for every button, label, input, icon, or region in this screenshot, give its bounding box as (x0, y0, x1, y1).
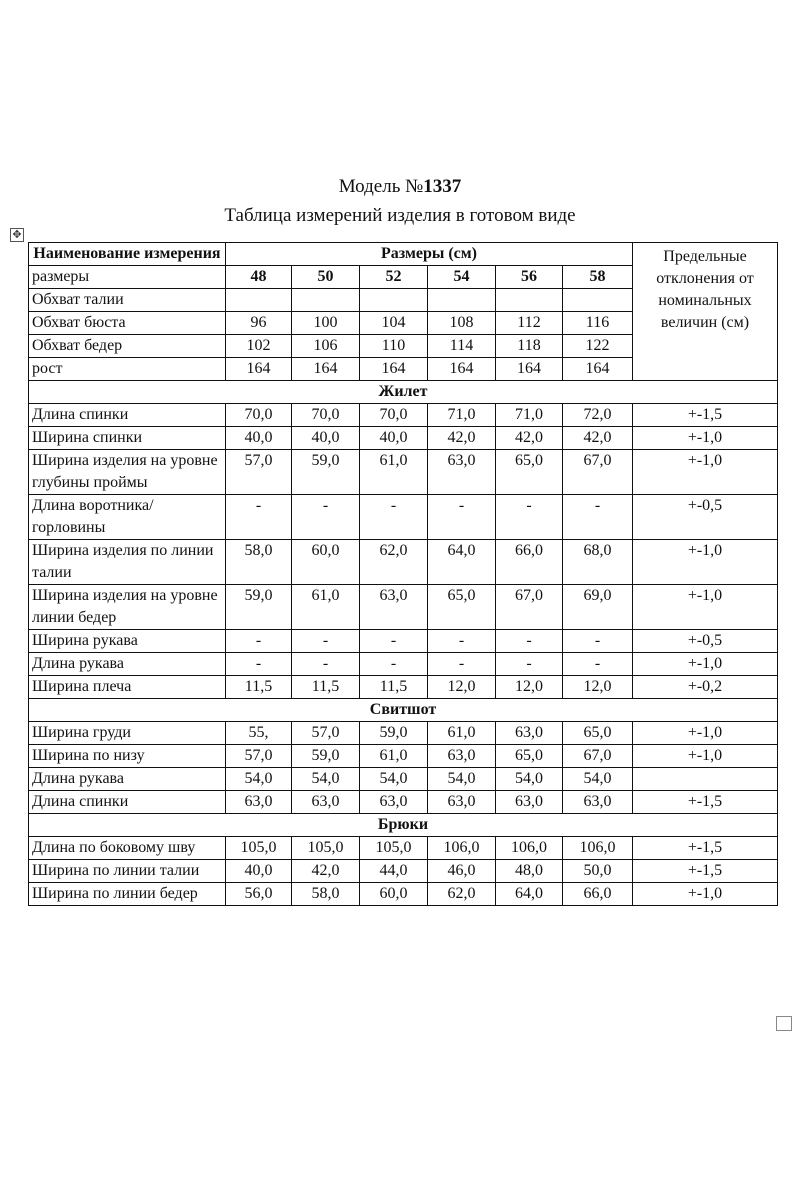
measurement-value: - (428, 630, 496, 653)
measurement-value: 118 (496, 335, 563, 358)
table-row (29, 540, 778, 585)
measurement-value: 42,0 (496, 427, 563, 450)
measurement-name: Длина спинки (29, 791, 226, 814)
tolerance-value: +-1,5 (633, 837, 778, 860)
measurement-name: Ширина рукава (29, 630, 226, 653)
measurement-value: 64,0 (428, 540, 496, 585)
measurement-value: 164 (496, 358, 563, 381)
measurement-value: 106,0 (428, 837, 496, 860)
measurement-value: 164 (428, 358, 496, 381)
measurement-value: 96 (226, 312, 292, 335)
measurement-value: 44,0 (360, 860, 428, 883)
measurement-value: 46,0 (428, 860, 496, 883)
measurement-value: 63,0 (563, 791, 633, 814)
measurement-name: Ширина по низу (29, 745, 226, 768)
size-cell: 50 (292, 266, 360, 289)
measurement-value: 55, (226, 722, 292, 745)
tolerance-value: +-0,5 (633, 630, 778, 653)
tolerance-value: +-0,2 (633, 676, 778, 699)
measurement-value: 12,0 (428, 676, 496, 699)
tolerance-value: +-1,0 (633, 540, 778, 585)
measurement-value: 12,0 (563, 676, 633, 699)
measurement-value: 69,0 (563, 585, 633, 630)
measurement-value: 54,0 (226, 768, 292, 791)
measurement-value: 61,0 (360, 450, 428, 495)
measurement-value: 63,0 (292, 791, 360, 814)
measurement-name: Ширина груди (29, 722, 226, 745)
measurement-value: 59,0 (360, 722, 428, 745)
measurement-value: 106,0 (496, 837, 563, 860)
measurement-value (428, 289, 496, 312)
measurement-name: Ширина изделия на уровне линии бедер (29, 585, 226, 630)
measurement-value: 65,0 (496, 745, 563, 768)
section-row (29, 381, 778, 404)
table-row (29, 791, 778, 814)
measurement-value: 58,0 (226, 540, 292, 585)
measurement-name: Обхват бедер (29, 335, 226, 358)
size-cell: 54 (428, 266, 496, 289)
tolerance-value: +-0,5 (633, 495, 778, 540)
tolerance-value: +-1,5 (633, 791, 778, 814)
measurement-value: - (360, 630, 428, 653)
table-row (29, 883, 778, 906)
tolerance-column-header: Предельные отклонения от номинальных величин (см) (633, 243, 778, 381)
measurement-value: - (428, 495, 496, 540)
measurement-name: Обхват талии (29, 289, 226, 312)
tolerance-value: +-1,5 (633, 860, 778, 883)
measurement-value: 65,0 (563, 722, 633, 745)
measurement-value: 42,0 (428, 427, 496, 450)
tolerance-value: +-1,0 (633, 427, 778, 450)
measurement-value: 114 (428, 335, 496, 358)
measurement-value: - (563, 630, 633, 653)
measurement-value: 48,0 (496, 860, 563, 883)
measurement-value: 62,0 (360, 540, 428, 585)
measurement-value: 68,0 (563, 540, 633, 585)
measurement-value: 63,0 (496, 722, 563, 745)
measurement-value: - (428, 653, 496, 676)
measurement-value: 57,0 (292, 722, 360, 745)
measurement-value: - (563, 653, 633, 676)
measurement-value: 116 (563, 312, 633, 335)
measurement-value: 110 (360, 335, 428, 358)
size-cell: 58 (563, 266, 633, 289)
measurement-value: - (360, 653, 428, 676)
measurement-name: Ширина по линии талии (29, 860, 226, 883)
measurement-value: 63,0 (496, 791, 563, 814)
measurement-value: 70,0 (226, 404, 292, 427)
measurement-value (226, 289, 292, 312)
table-row (29, 495, 778, 540)
table-row (29, 860, 778, 883)
measurement-value: 63,0 (428, 450, 496, 495)
measurement-value: 61,0 (360, 745, 428, 768)
measurement-value: 12,0 (496, 676, 563, 699)
measurement-value: - (226, 495, 292, 540)
measurement-value: 72,0 (563, 404, 633, 427)
measurement-value: 66,0 (563, 883, 633, 906)
measurement-value: 65,0 (428, 585, 496, 630)
measurement-value: 40,0 (360, 427, 428, 450)
measurement-value: 102 (226, 335, 292, 358)
measurement-value: - (563, 495, 633, 540)
measurement-value: - (496, 630, 563, 653)
measurement-value: 63,0 (226, 791, 292, 814)
measurement-value: 105,0 (226, 837, 292, 860)
tolerance-value: +-1,0 (633, 585, 778, 630)
measurement-value: 67,0 (496, 585, 563, 630)
measurement-value: 63,0 (360, 585, 428, 630)
measurement-value: 57,0 (226, 450, 292, 495)
measurement-value: 71,0 (496, 404, 563, 427)
measurement-value: 164 (226, 358, 292, 381)
measurement-value: 54,0 (563, 768, 633, 791)
measurement-value: 59,0 (226, 585, 292, 630)
measurement-value: 70,0 (292, 404, 360, 427)
measurement-name: Длина спинки (29, 404, 226, 427)
measurement-value: 42,0 (292, 860, 360, 883)
measurement-value: 11,5 (360, 676, 428, 699)
measurement-value: 60,0 (292, 540, 360, 585)
sizes-column-header: Размеры (см) (226, 243, 633, 266)
measurement-value: - (496, 495, 563, 540)
measurement-value: 59,0 (292, 745, 360, 768)
measurement-value (496, 289, 563, 312)
size-cell: 48 (226, 266, 292, 289)
measurement-name: Ширина изделия по линии талии (29, 540, 226, 585)
tolerance-value: +-1,0 (633, 745, 778, 768)
name-column-header: Наименование измерения (29, 243, 226, 266)
measurement-name: Ширина плеча (29, 676, 226, 699)
table-row (29, 837, 778, 860)
measurement-value: 112 (496, 312, 563, 335)
measurement-value: 64,0 (496, 883, 563, 906)
measurement-value: 164 (292, 358, 360, 381)
measurement-name: Ширина изделия на уровне глубины проймы (29, 450, 226, 495)
measurement-value (292, 289, 360, 312)
measurement-value: - (226, 653, 292, 676)
measurement-value: 65,0 (496, 450, 563, 495)
measurement-value: 57,0 (226, 745, 292, 768)
table-row (29, 745, 778, 768)
measurement-name: рост (29, 358, 226, 381)
section-title: Свитшот (29, 699, 778, 722)
measurement-value: 62,0 (428, 883, 496, 906)
tolerance-value: +-1,0 (633, 883, 778, 906)
size-cell: 56 (496, 266, 563, 289)
measurement-table (28, 242, 778, 906)
measurement-value: 40,0 (292, 427, 360, 450)
table-row (29, 450, 778, 495)
measurement-value: 58,0 (292, 883, 360, 906)
measurement-name: Обхват бюста (29, 312, 226, 335)
measurement-value (360, 289, 428, 312)
section-title: Жилет (29, 381, 778, 404)
tolerance-value (633, 768, 778, 791)
measurement-value: 104 (360, 312, 428, 335)
measurement-name: Ширина по линии бедер (29, 883, 226, 906)
measurement-value: 61,0 (428, 722, 496, 745)
tolerance-value: +-1,5 (633, 404, 778, 427)
measurement-value: - (292, 653, 360, 676)
measurement-value: - (496, 653, 563, 676)
measurement-value: 106 (292, 335, 360, 358)
measurement-value: 100 (292, 312, 360, 335)
measurement-value: 122 (563, 335, 633, 358)
measurement-value: 40,0 (226, 860, 292, 883)
measurement-value: 54,0 (292, 768, 360, 791)
model-prefix: Модель № (338, 176, 424, 197)
tolerance-value: +-1,0 (633, 722, 778, 745)
table-row (29, 768, 778, 791)
sizes-row-label: размеры (29, 266, 226, 289)
table-row (29, 653, 778, 676)
measurement-value: 59,0 (292, 450, 360, 495)
measurement-value (563, 289, 633, 312)
size-cell: 52 (360, 266, 428, 289)
section-row (29, 699, 778, 722)
table-body (29, 243, 778, 906)
measurement-value: 164 (360, 358, 428, 381)
measurement-name: Ширина спинки (29, 427, 226, 450)
measurement-name: Длина рукава (29, 653, 226, 676)
measurement-value: 108 (428, 312, 496, 335)
measurement-value: 11,5 (292, 676, 360, 699)
measurement-value: 70,0 (360, 404, 428, 427)
measurement-value: - (360, 495, 428, 540)
section-row (29, 814, 778, 837)
measurement-value: 164 (563, 358, 633, 381)
table-row (29, 676, 778, 699)
measurement-value: - (226, 630, 292, 653)
measurement-value: - (292, 630, 360, 653)
measurement-value: 66,0 (496, 540, 563, 585)
table-row (29, 630, 778, 653)
document-title (0, 176, 800, 198)
measurement-value: 11,5 (226, 676, 292, 699)
header-row (29, 243, 778, 266)
measurement-value: - (292, 495, 360, 540)
measurement-value: 106,0 (563, 837, 633, 860)
measurement-value: 67,0 (563, 745, 633, 768)
measurement-value: 63,0 (428, 745, 496, 768)
measurement-value: 40,0 (226, 427, 292, 450)
model-number: 1337 (423, 176, 462, 197)
table-row (29, 585, 778, 630)
measurement-name: Длина рукава (29, 768, 226, 791)
measurement-value: 61,0 (292, 585, 360, 630)
document-subtitle: Таблица измерений изделия в готовом виде (224, 205, 576, 226)
table-move-handle-icon[interactable]: ✥ (10, 228, 24, 242)
measurement-value: 54,0 (360, 768, 428, 791)
measurement-value: 67,0 (563, 450, 633, 495)
measurement-value: 50,0 (563, 860, 633, 883)
measurement-value: 54,0 (496, 768, 563, 791)
measurement-value: 105,0 (292, 837, 360, 860)
section-title: Брюки (29, 814, 778, 837)
measurement-value: 54,0 (428, 768, 496, 791)
tolerance-value: +-1,0 (633, 653, 778, 676)
measurement-value: 71,0 (428, 404, 496, 427)
tolerance-value: +-1,0 (633, 450, 778, 495)
table-row (29, 722, 778, 745)
measurement-value: 63,0 (360, 791, 428, 814)
measurement-value: 56,0 (226, 883, 292, 906)
measurement-name: Длина по боковому шву (29, 837, 226, 860)
table-resize-handle[interactable] (776, 1016, 792, 1031)
table-row (29, 427, 778, 450)
measurement-value: 105,0 (360, 837, 428, 860)
measurement-value: 60,0 (360, 883, 428, 906)
table-row (29, 404, 778, 427)
measurement-name: Длина воротника/горловины (29, 495, 226, 540)
measurement-value: 42,0 (563, 427, 633, 450)
measurement-value: 63,0 (428, 791, 496, 814)
